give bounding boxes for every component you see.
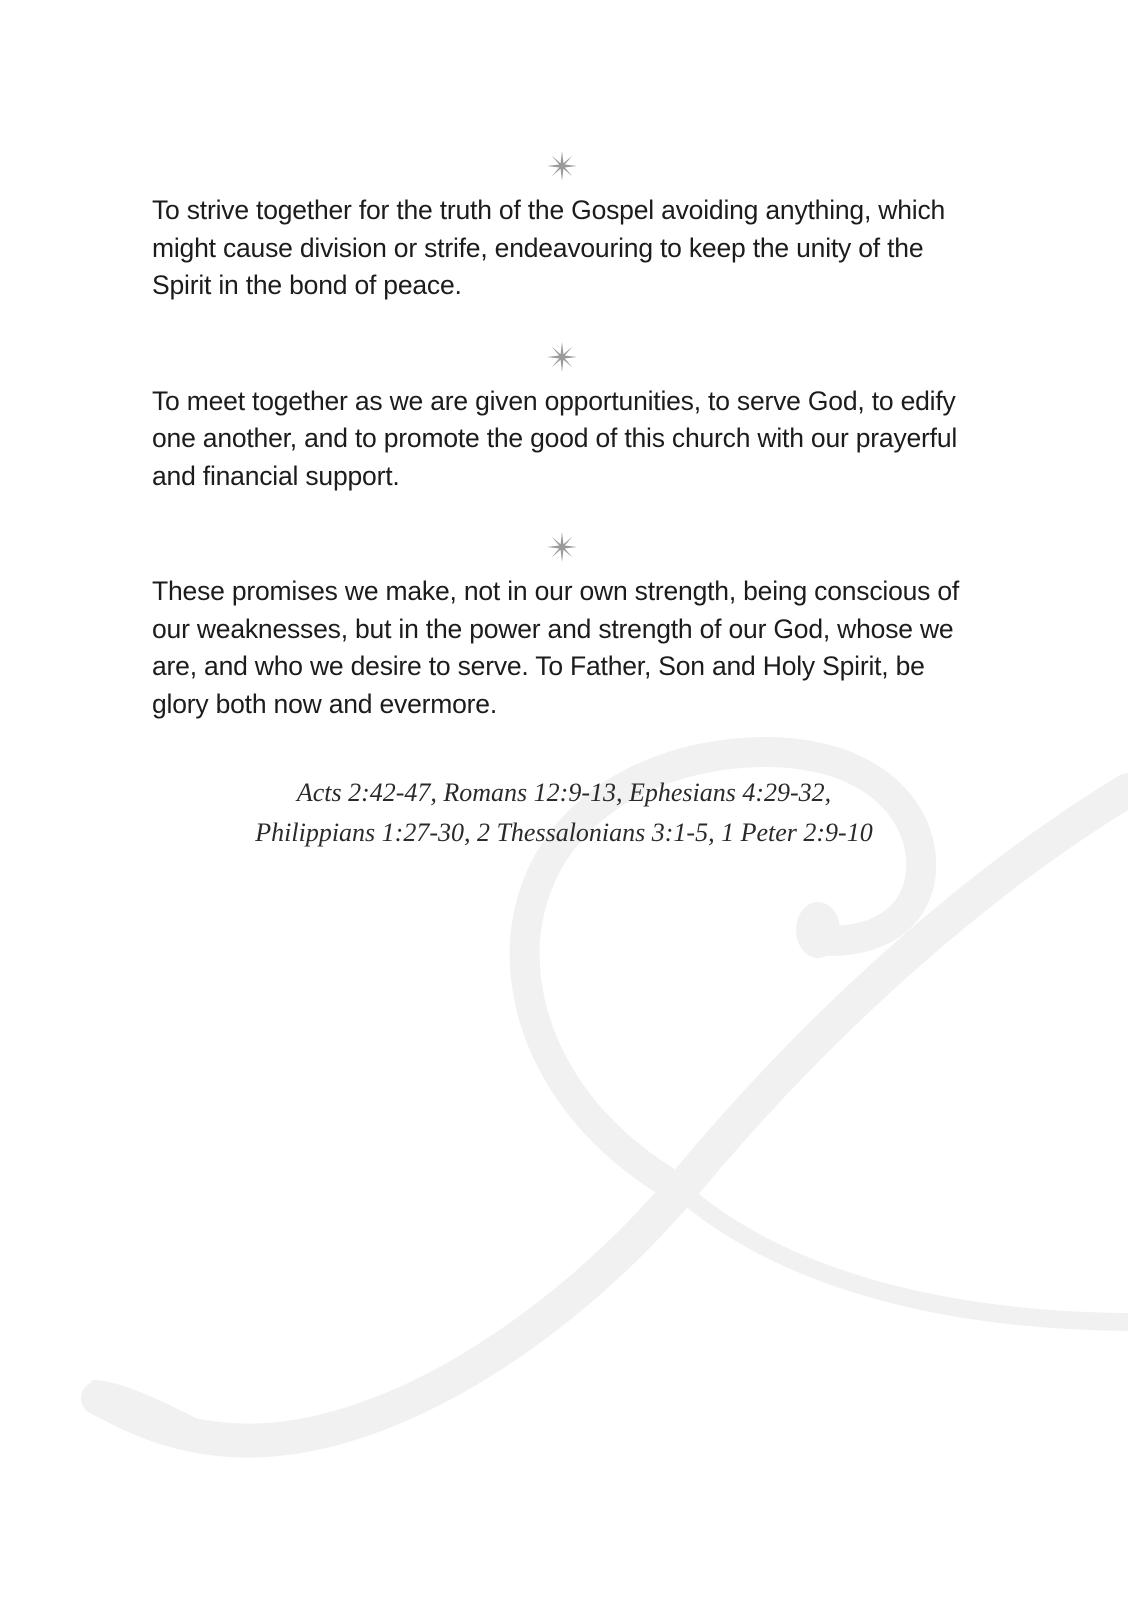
compass-star-icon	[546, 531, 578, 563]
pledge-paragraph-unity: To strive together for the truth of the Gospel avoiding anything, which might cause division or strife, endeavouring to keep the unity of the Spirit in the bond of peace.	[152, 195, 946, 300]
references-line-2: Philippians 1:27-30, 2 Thessalonians 3:1-5, 1 Peter 2:9-10	[255, 818, 873, 847]
pledge-paragraph-meeting: To meet together as we are given opportunities, to serve God, to edify one another, and to promote the good of this church with our prayerful and financial support.	[152, 385, 958, 491]
scripture-references	[0, 773, 1128, 853]
document-body	[152, 150, 972, 723]
compass-star-icon	[546, 150, 578, 182]
pledge-paragraph-promises: These promises we make, not in our own strength, being conscious of our weaknesses, but in the power and strength of our God, whose we are, and who we desire to serve. To Father, Son and Holy Spirit, be glory both now and evermore.	[152, 576, 960, 719]
references-line-1: Acts 2:42-47, Romans 12:9-13, Ephesians 4:29-32,	[296, 778, 832, 807]
compass-star-icon	[546, 341, 578, 373]
